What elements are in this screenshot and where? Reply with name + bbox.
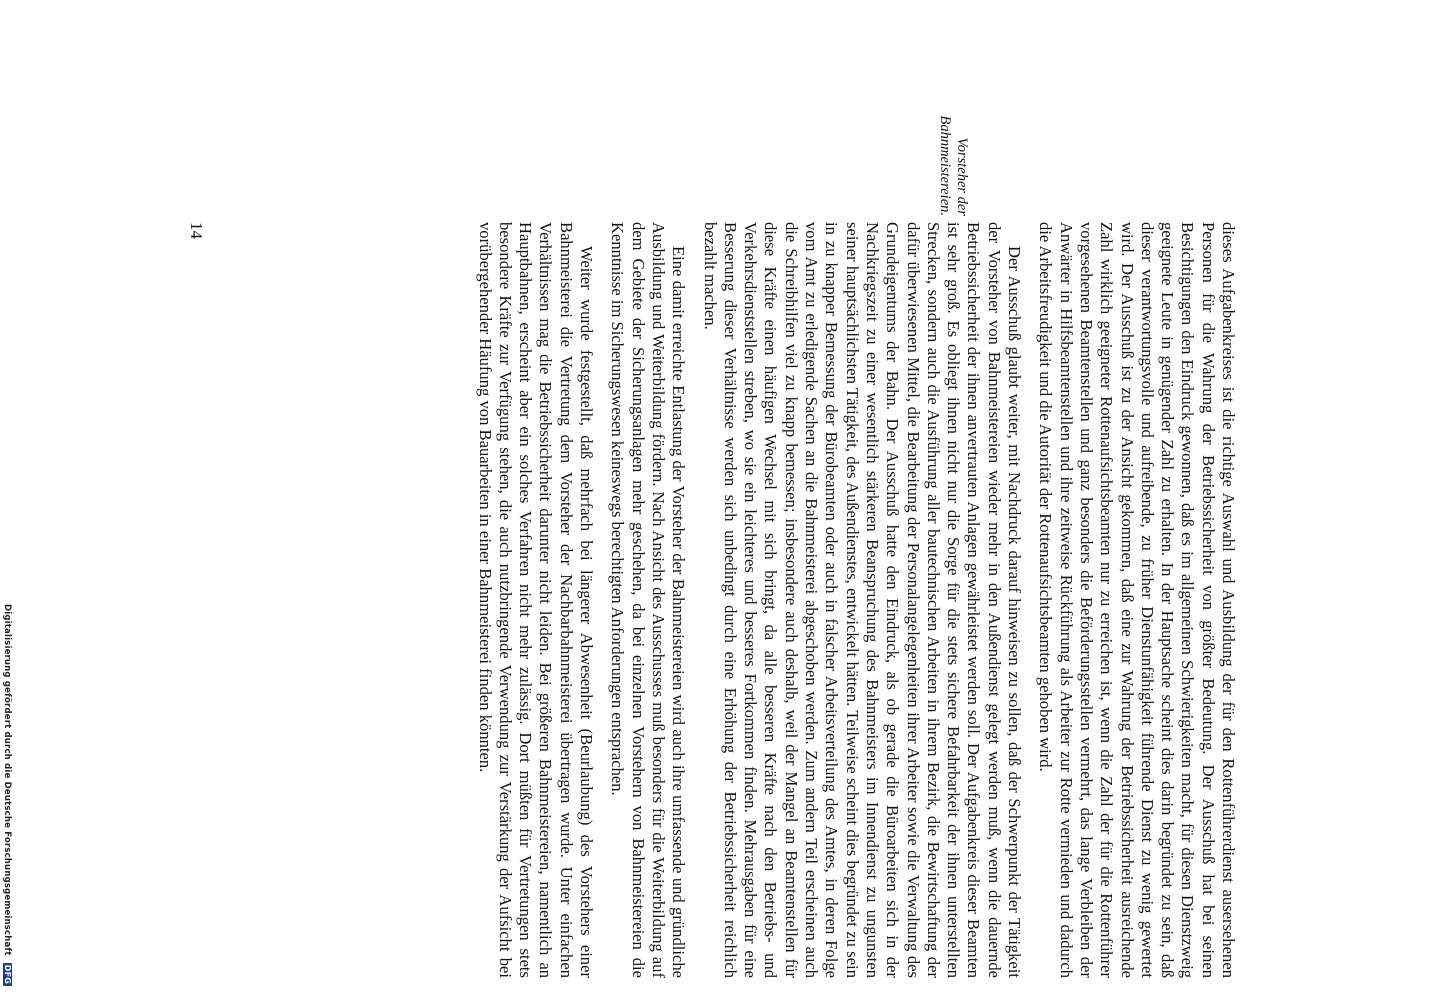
paragraph-1: dieses Aufgabenkreises ist die richtige Auswahl und Ausbildung der für den Rottenführerdienst ausersehenen Personen für die Wahrung der Betriebssicherheit von größter Bedeutung. Der Ausschuß hat bei seinen Besichtigungen den Eindruck gewonnen, daß es im allgemeinen Schwierigkeiten macht, für diesen Dienstzweig geeignete Leute in genügender Zahl zu erhalten. In der Hauptsache scheint dies darin begründet zu sein, daß dieser verantwortungsvolle und aufreibende, zu früher Dienstunfähigkeit führende Dienst zu wenig gewertet wird. Der Ausschuß ist zu der Ansicht gekommen, daß eine zur Wahrung der Betriebssicherheit ausreichende Zahl wirklich geeigneter Rottenaufsichtsbeamten nur zu erreichen ist, wenn die Zahl der für die Rottenführer vorgesehenen Beamtenstellen und ganz besonders die Beförderungsstellen vermehrt, das lange Verbleiben der Anwärter in Hilfsbeamtenstellen und ihre zeitweise Rückführung als Arbeiter zur Rotte vermieden und dadurch die Arbeitsfreudigkeit und die Autorität der Rottenaufsichtsbeamten gehoben wird. [1036,222,1238,978]
digitization-footer [2,604,12,994]
paragraph-2: Der Ausschuß glaubt weiter, mit Nachdruck darauf hinweisen zu sollen, daß der Schwerpunkt der Tätigkeit der Vorsteher von Bahnmeistereien wieder mehr in den Außendienst gelegt werden muß, wenn die dauernde Betriebssicherheit der ihnen anvertrauten Anlagen gewährleistet werden soll. Der Aufgabenkreis dieser Beamten ist sehr groß. Es obliegt ihnen nicht nur die Sorge für die stets sichere Befahrbarkeit der ihnen unterstellten Strecken, sondern auch die Ausführung aller bautechnischen Arbeiten in ihrem Bezirk, die Bewirtschaftung der dafür überwiesenen Mittel, die Bearbeitung der Personalangelegenheiten ihrer Arbeiter sowie die Verwaltung des Grundeigentums der Bahn. Der Ausschuß hatte den Eindruck, als ob gerade die Büroarbeiten sich in der Nachkriegszeit zu einer wesentlich stärkeren Beanspruchung des Bahnmeisters im Innendienst zu ungunsten seiner hauptsächlichsten Tätigkeit, des Außendienstes, entwickelt hätten. Teilweise scheint dies begründet zu sein in zu knapper Bemessung der Bürobeamten oder auch in falscher Arbeitsverteilung des Amtes, in deren Folge vom Amt zu erledigende Sachen an die Bahnmeisterei abgeschoben werden. Zum andern Teil erscheinen auch die Schreibhilfen viel zu knapp bemessen; insbesondere auch deshalb, weil der Mangel an Beamtenstellen für diese Kräfte einen häufigen Wechsel mit sich bringt, da alle besseren Kräfte nach den Betriebs- und Verkehrsdienststellen streben, wo sie ein leichteres und besseres Fortkommen finden. Mehrausgaben für eine Besserung dieser Verhältnisse werden sich unbedingt durch eine Erhöhung der Betriebssicherheit reichlich bezahlt machen. [700,222,1025,978]
page-number: 14 [187,222,206,239]
main-text-column [474,222,1238,978]
paragraph-4: Weiter wurde festgestellt, daß mehrfach bei längerer Abwesenheit (Beurlaubung) des Vorstehers einer Bahnmeisterei die Vertretung dem Vorsteher der Nachbarbahnmeisterei übertragen wurde. Unter einfachen Verhältnissen mag die Betriebssicherheit darunter nicht leiden. Bei größeren Bahnmeistereien, namentlich an Hauptbahnen, erscheint aber ein solches Verfahren nicht mehr zulässig. Dort müßten für Vertretungen stets besondere Kräfte zur Verfügung stehen, die auch nutzbringende Verwendung zur Verstärkung der Aufsicht bei vorübergehender Häufung von Bauarbeiten in einer Bahnmeisterei finden könnten. [475,222,597,978]
footer-text: Digitalisierung gefördert durch die Deutsche Forschungsgemeinschaft [2,604,12,956]
margin-note: Vorsteher der Bahnmeistereien. [937,115,970,216]
paragraph-3: Eine damit erreichte Entlastung der Vorsteher der Bahnmeistereien wird auch ihre umfassende und gründliche Ausbildung und Weiterbildung fördern. Nach Ansicht des Ausschusses muß besonders für die Weiterbildung auf dem Gebiete der Sicherungsanlagen mehr geschehen, da bei einzelnen Vorstehern von Bahnmeistereien die Kenntnisse im Sicherungswesen keineswegs berechtigten Anforderungen entsprachen. [608,222,689,978]
dfg-logo-icon: DFG [3,964,12,985]
